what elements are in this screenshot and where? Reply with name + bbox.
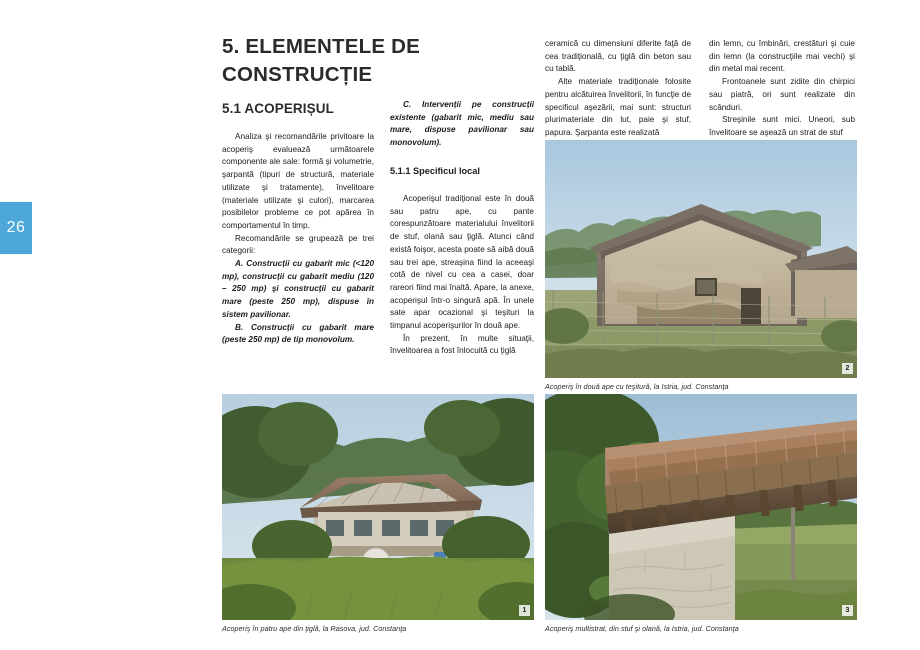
paragraph: Frontoanele sunt zidite din chirpici sau piatră, ori sunt realizate din scânduri. (709, 77, 855, 112)
text-column-2-body (390, 193, 534, 358)
figure-badge: 3 (842, 605, 853, 616)
figure-badge: 1 (519, 605, 530, 616)
figure-2 (545, 140, 857, 391)
figure-caption: Acoperiş în patru ape din ţiglă, la Rasova, jud. Constanţa (222, 624, 407, 633)
paragraph: B. Construcții cu gabarit mare (peste 250 mp) de tip monovolum. (222, 322, 374, 345)
paragraph: Streşinile sunt mici. Uneori, sub învelitoare se aşează un strat de stuf (709, 115, 855, 137)
section-title: 5.1 ACOPERIȘUL (222, 101, 334, 116)
paragraph: din lemn, cu îmbinări, crestături şi cuie din lemn (la construcţiile mai vechi) şi din metal mai recent. (709, 39, 855, 74)
figure-caption: Acoperiş multistrat, din stuf şi olană, la Istria, jud. Constanţa (545, 624, 739, 633)
text-column-3 (545, 38, 691, 140)
figure-caption: Acoperiş în două ape cu teşitură, la Istria, jud. Constanţa (545, 382, 729, 391)
paragraph: Alte materiale tradiţionale folosite pentru alcătuirea învelitorii, în funcţie de specificul aşezării, mai sunt: structuri plurimateriale din lut, paie şi stuf, papura. Şarpanta este realizată (545, 77, 691, 137)
paragraph: Acoperişul tradiţional este în două sau patru ape, cu pante corespunzătoare materialului învelitorii de stuf, olană sau ţiglă. Atunci când există foişor, acesta poate să aibă două sau trei ape, streaşina fiind la aceeaşi cotă de nivel cu cea a casei, doar rareori fiind mai înaltă. Apare, la anexe, acoperişul într-o singură apă. În unele sate apar ocazional şi teşituri la timpanul acoperişurilor în două ape. (390, 194, 534, 331)
page-number: 26 (6, 219, 26, 236)
figure-badge: 2 (842, 363, 853, 374)
paragraph: Analiza şi recomandările privitoare la acoperiş evaluează următoarele componente ale sale: formă şi volumetrie, şarpantă (tipuri de structură, materiale utilizate şi tratamente), învelitoare (materiale utilizate şi culori), marcarea posibilelor probleme ce pot apărea în comportamentul în timp. (222, 132, 374, 230)
paragraph: C. Intervenții pe construcții existente (gabarit mic, mediu sau mare, dispuse pavilionar sau monovolum). (390, 100, 534, 148)
photo-house-two-slope-roof (545, 140, 857, 378)
chapter-title: 5. ELEMENTELE DE CONSTRUCȚIE (222, 35, 420, 87)
text-column-1 (222, 131, 374, 347)
text-column-4 (709, 38, 855, 140)
paragraph: ceramică cu dimensiuni diferite faţă de cea tradiţională, cu ţiglă din beton sau cu tablă. (545, 39, 691, 74)
photo-house-four-slope-tile-roof (222, 394, 534, 620)
text-column-2-top (390, 99, 534, 150)
page-number-tab (0, 202, 32, 254)
paragraph: A. Construcții cu gabarit mic (<120 mp), construcții cu gabarit mediu (120 – 250 mp) şi construcții cu gabarit mare (peste 250 mp), dispuse în sistem pavilionar. (222, 259, 374, 319)
figure-1 (222, 394, 534, 633)
photo-multilayer-reed-tile-roof (545, 394, 857, 620)
paragraph: În prezent, în multe situaţii, învelitoarea a fost înlocuită cu ţiglă (390, 333, 534, 356)
subsection-title: 5.1.1 Specificul local (390, 166, 480, 176)
figure-3 (545, 394, 857, 633)
paragraph: Recomandările se grupează pe trei categorii: (222, 233, 374, 256)
